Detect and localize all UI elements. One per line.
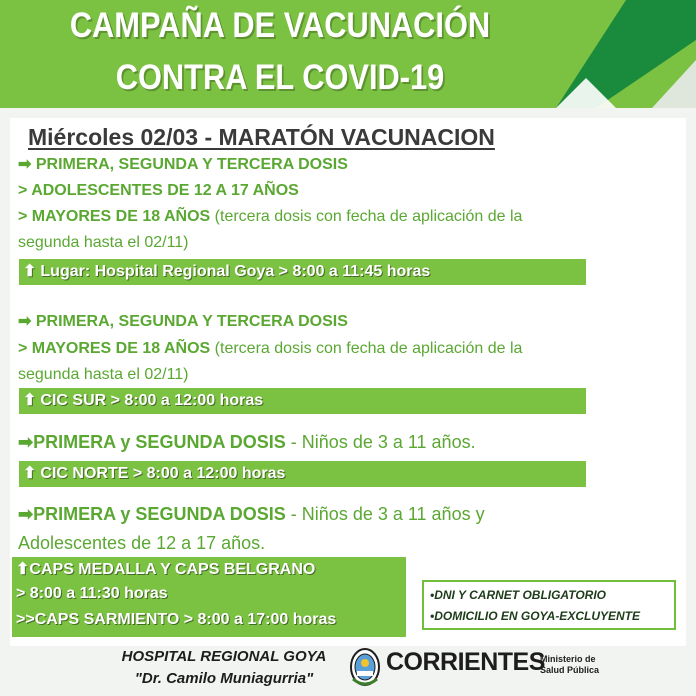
title-line-2: CONTRA EL COVID-19: [115, 58, 445, 97]
section4-teens-note: Adolescentes de 12 a 17 años.: [18, 533, 266, 553]
section2-adults-line: [18, 339, 522, 359]
section1-adults-note-cont: segunda hasta el 02/11): [18, 234, 189, 251]
requirement-domicilio: •DOMICILIO EN GOYA-EXCLUYENTE: [430, 609, 640, 623]
arrow-up-icon: ⬆: [23, 465, 37, 482]
section2-adults-note: (tercera dosis con fecha de aplicación de la: [210, 340, 523, 357]
header-banner: [0, 0, 696, 108]
section1-adults-bold: > MAYORES DE 18 AÑOS: [18, 208, 211, 225]
section4-kids-note: - Niños de 3 a 11 años y: [285, 504, 485, 524]
section2-dose-line: ➡ PRIMERA, SEGUNDA Y TERCERA DOSIS: [18, 313, 348, 330]
ministry-line-1: Ministerio de: [540, 654, 596, 664]
section1-location: Lugar: Hospital Regional Goya > 8:00 a 11:45 horas: [40, 263, 431, 280]
section2-adults-bold: > MAYORES DE 18 AÑOS: [18, 340, 211, 357]
caps-sarmiento: >>CAPS SARMIENTO > 8:00 a 17:00 horas: [16, 611, 337, 628]
section1-adults-note: (tercera dosis con fecha de aplicación de la: [210, 208, 523, 225]
requirements-box: [422, 580, 676, 630]
title-line-1: CAMPAÑA DE VACUNACIÓN: [69, 6, 491, 45]
footer-doctor-name: "Dr. Camilo Muniagurria": [134, 670, 314, 687]
section3-dose-bold: ➡PRIMERA y SEGUNDA DOSIS: [18, 432, 286, 452]
footer-hospital-name: HOSPITAL REGIONAL GOYA: [121, 648, 327, 665]
corrientes-brand: CORRIENTES: [386, 648, 545, 676]
caps-medalla-hours: > 8:00 a 11:30 horas: [16, 585, 168, 602]
ministry-label: [540, 654, 599, 676]
section2-location: CIC SUR > 8:00 a 12:00 horas: [40, 392, 264, 409]
section1-dose-line: ➡ PRIMERA, SEGUNDA Y TERCERA DOSIS: [18, 156, 348, 173]
caps-medalla-belgrano: ⬆CAPS MEDALLA Y CAPS BELGRANO: [16, 561, 316, 578]
section2-location-bar: [19, 388, 586, 414]
requirement-dni: •DNI Y CARNET OBLIGATORIO: [430, 588, 606, 602]
section1-location-bar: [19, 259, 586, 285]
section4-dose-line: [18, 504, 485, 524]
arrow-up-icon: ⬆: [23, 392, 37, 409]
arrow-up-icon: ⬆: [23, 263, 37, 280]
section3-kids-note: - Niños de 3 a 11 años.: [285, 432, 476, 452]
section2-adults-note-cont: segunda hasta el 02/11): [18, 366, 189, 383]
section3-location: CIC NORTE > 8:00 a 12:00 horas: [40, 465, 286, 482]
section3-location-bar: [19, 461, 586, 487]
section3-dose-line: [18, 432, 476, 452]
province-seal-icon: [349, 645, 381, 687]
ministry-line-2: Salud Pública: [540, 665, 600, 675]
page-title: Miércoles 02/03 - MARATÓN VACUNACION: [28, 124, 495, 150]
section1-adults-line: [18, 207, 522, 227]
corner-decoration-icon: [556, 0, 696, 108]
section4-dose-bold: ➡PRIMERA y SEGUNDA DOSIS: [18, 504, 286, 524]
section1-teens-line: > ADOLESCENTES DE 12 A 17 AÑOS: [18, 182, 299, 199]
